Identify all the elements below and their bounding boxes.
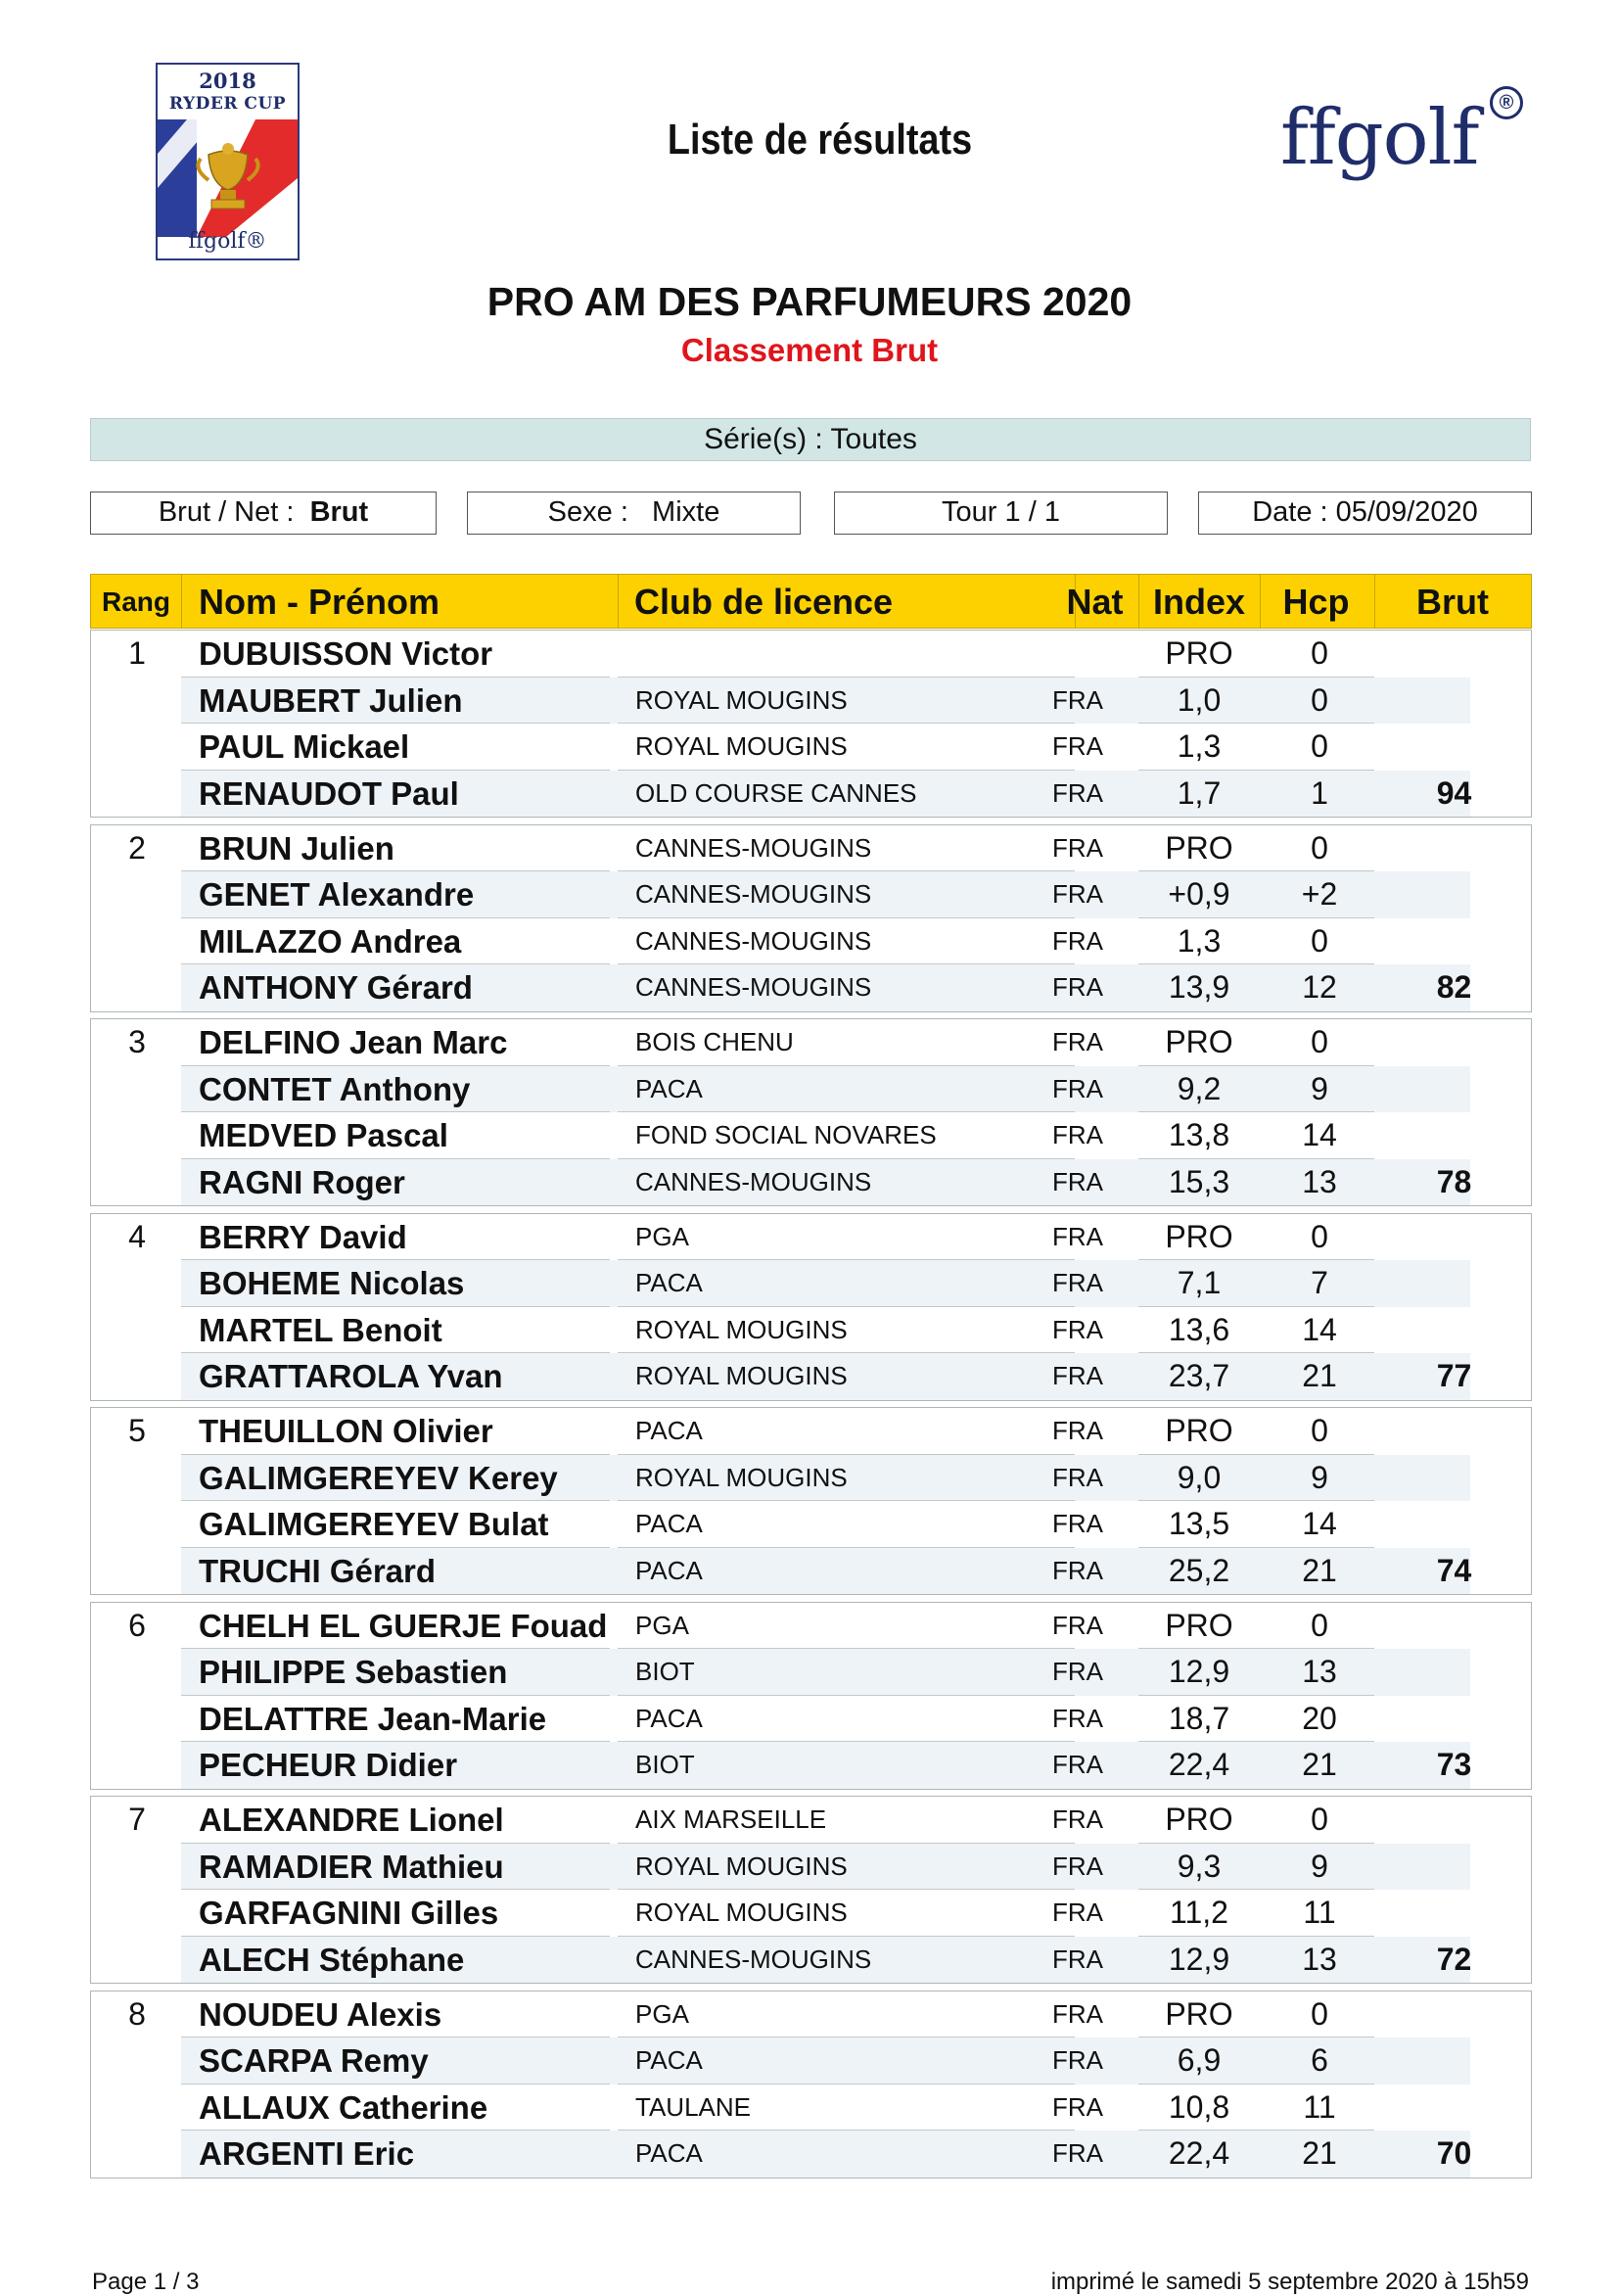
- hcp-cell: 0: [1311, 728, 1328, 764]
- index-cell: +0,9: [1168, 876, 1230, 912]
- index-cell: PRO: [1165, 1024, 1233, 1059]
- club-cell: ROYAL MOUGINS: [635, 1462, 848, 1492]
- index-cell: 9,2: [1177, 1070, 1222, 1106]
- brut-cell: 72: [1436, 1941, 1472, 1977]
- rank-cell: 6: [128, 1607, 146, 1643]
- club-cell: FOND SOCIAL NOVARES: [635, 1120, 937, 1149]
- table-row: [91, 2038, 1531, 2085]
- club-cell: TAULANE: [635, 2091, 751, 2122]
- col-index: Index: [1152, 582, 1246, 622]
- index-cell: 6,9: [1177, 2042, 1222, 2078]
- team-block: [90, 1213, 1532, 1401]
- table-row: [91, 825, 1531, 872]
- nat-cell: FRA: [1052, 1610, 1103, 1640]
- hcp-cell: 21: [1302, 1358, 1337, 1393]
- index-cell: 1,3: [1177, 922, 1222, 959]
- nat-cell: FRA: [1052, 1804, 1103, 1834]
- table-row: [91, 1742, 1531, 1789]
- player-name: SCARPA Remy: [199, 2042, 429, 2079]
- index-cell: 25,2: [1168, 1552, 1230, 1588]
- table-row: [91, 1501, 1531, 1548]
- nat-cell: FRA: [1052, 2091, 1103, 2122]
- club-cell: CANNES-MOUGINS: [635, 832, 872, 863]
- rank-cell: 8: [128, 1995, 146, 2032]
- table-row: [91, 1937, 1531, 1984]
- club-cell: CANNES-MOUGINS: [635, 925, 872, 956]
- hcp-cell: 21: [1302, 1552, 1337, 1588]
- table-row: [91, 1260, 1531, 1307]
- index-cell: PRO: [1165, 1413, 1233, 1448]
- table-row: [91, 1797, 1531, 1844]
- index-cell: 10,8: [1168, 2088, 1230, 2125]
- table-row: [91, 1603, 1531, 1650]
- hcp-cell: 0: [1311, 1802, 1328, 1837]
- player-name: DELFINO Jean Marc: [199, 1024, 508, 1060]
- table-row: [91, 631, 1531, 678]
- table-row: [91, 1890, 1531, 1937]
- club-cell: CANNES-MOUGINS: [635, 879, 872, 909]
- club-cell: PACA: [635, 2045, 703, 2075]
- index-cell: 22,4: [1168, 2135, 1230, 2171]
- table-row: [91, 1307, 1531, 1354]
- hcp-cell: 11: [1303, 2088, 1336, 2125]
- nat-cell: FRA: [1052, 1268, 1103, 1297]
- club-cell: PACA: [635, 1268, 703, 1297]
- hcp-cell: 14: [1302, 1117, 1337, 1152]
- hcp-cell: 21: [1302, 1747, 1337, 1782]
- hcp-cell: 13: [1302, 1654, 1337, 1689]
- printed-date: imprimé le samedi 5 septembre 2020 à 15h59: [1050, 2269, 1529, 2295]
- logo-year: 2018: [199, 69, 256, 93]
- hcp-cell: 6: [1311, 2042, 1328, 2078]
- nat-cell: FRA: [1052, 1898, 1103, 1927]
- nat-cell: FRA: [1052, 1120, 1103, 1149]
- nat-cell: FRA: [1052, 1509, 1103, 1538]
- brut-cell: 94: [1436, 774, 1472, 811]
- player-name: MARTEL Benoit: [199, 1311, 442, 1348]
- brut-cell: 70: [1436, 2135, 1472, 2171]
- club-cell: AIX MARSEILLE: [635, 1804, 827, 1834]
- table-row: [91, 918, 1531, 965]
- club-cell: PGA: [635, 1610, 689, 1640]
- player-name: ALECH Stéphane: [199, 1941, 465, 1978]
- table-header: [90, 574, 1532, 629]
- club-cell: CANNES-MOUGINS: [635, 972, 872, 1002]
- nat-cell: FRA: [1052, 925, 1103, 956]
- index-cell: 7,1: [1177, 1265, 1222, 1300]
- rank-cell: 3: [128, 1024, 146, 1059]
- club-cell: CANNES-MOUGINS: [635, 1944, 872, 1974]
- player-name: CHELH EL GUERJE Fouad: [199, 1607, 608, 1644]
- nat-cell: FRA: [1052, 2138, 1103, 2168]
- hcp-cell: 9: [1311, 1459, 1328, 1495]
- team-block: [90, 1018, 1532, 1206]
- brut-cell: 77: [1436, 1358, 1472, 1393]
- table-row: [91, 1455, 1531, 1502]
- index-cell: 22,4: [1168, 1747, 1230, 1782]
- player-name: GENET Alexandre: [199, 876, 475, 913]
- player-name: ALEXANDRE Lionel: [199, 1802, 504, 1838]
- nat-cell: FRA: [1052, 972, 1103, 1002]
- ryder-cup-logo: [156, 63, 300, 260]
- table-row: [91, 1159, 1531, 1206]
- brut-cell: 73: [1436, 1747, 1472, 1782]
- index-cell: 15,3: [1168, 1163, 1230, 1199]
- brut-cell: 78: [1436, 1163, 1472, 1199]
- index-cell: PRO: [1165, 1218, 1233, 1254]
- player-name: ALLAUX Catherine: [199, 2088, 488, 2126]
- nat-cell: FRA: [1052, 1361, 1103, 1390]
- player-name: TRUCHI Gérard: [199, 1552, 437, 1589]
- player-name: RAGNI Roger: [199, 1163, 405, 1200]
- club-cell: ROYAL MOUGINS: [635, 1361, 848, 1390]
- nat-cell: FRA: [1052, 1027, 1103, 1056]
- player-name: DUBUISSON Victor: [199, 635, 493, 672]
- hcp-cell: 9: [1311, 1848, 1328, 1884]
- team-block: [90, 1602, 1532, 1790]
- club-cell: ROYAL MOUGINS: [635, 1851, 848, 1881]
- club-cell: OLD COURSE CANNES: [635, 777, 917, 808]
- rank-cell: 7: [128, 1802, 146, 1837]
- series-bar: Série(s) : Toutes: [90, 418, 1531, 461]
- nat-cell: FRA: [1052, 1416, 1103, 1445]
- club-cell: PACA: [635, 1416, 703, 1445]
- table-row: [91, 1066, 1531, 1113]
- nat-cell: FRA: [1052, 684, 1103, 715]
- hcp-cell: 0: [1311, 681, 1328, 718]
- nat-cell: FRA: [1052, 1314, 1103, 1344]
- player-name: GALIMGEREYEV Bulat: [199, 1506, 549, 1542]
- player-name: PECHEUR Didier: [199, 1747, 458, 1783]
- player-name: PAUL Mickael: [199, 728, 410, 765]
- index-cell: 9,0: [1177, 1459, 1222, 1495]
- nat-cell: FRA: [1052, 2045, 1103, 2075]
- nat-cell: FRA: [1052, 1166, 1103, 1196]
- col-nat: Nat: [1066, 582, 1124, 622]
- table-row: [91, 724, 1531, 771]
- player-name: RAMADIER Mathieu: [199, 1848, 504, 1885]
- table-row: [91, 678, 1531, 725]
- player-name: CONTET Anthony: [199, 1070, 471, 1107]
- nat-cell: FRA: [1052, 1073, 1103, 1103]
- filter-sexe-value: Mixte: [652, 496, 720, 528]
- index-cell: 23,7: [1168, 1358, 1230, 1393]
- player-name: GALIMGEREYEV Kerey: [199, 1459, 558, 1496]
- hcp-cell: 14: [1302, 1311, 1337, 1347]
- club-cell: ROYAL MOUGINS: [635, 684, 848, 715]
- col-hcp: Hcp: [1282, 582, 1350, 622]
- hcp-cell: 0: [1311, 1995, 1328, 2032]
- document-title: Liste de résultats: [667, 116, 973, 164]
- ffgolf-logo: ffgolf: [1280, 94, 1479, 182]
- hcp-cell: 7: [1311, 1265, 1328, 1300]
- brut-cell: 74: [1436, 1552, 1472, 1588]
- table-row: [91, 1844, 1531, 1891]
- team-block: [90, 824, 1532, 1012]
- hcp-cell: 20: [1302, 1700, 1337, 1736]
- hcp-cell: 13: [1302, 1941, 1337, 1977]
- rank-cell: 2: [128, 829, 146, 866]
- player-name: MILAZZO Andrea: [199, 922, 462, 960]
- logo-name: RYDER CUP: [168, 94, 287, 114]
- club-cell: PACA: [635, 1703, 703, 1733]
- player-name: GRATTAROLA Yvan: [199, 1358, 503, 1394]
- player-name: THEUILLON Olivier: [199, 1413, 493, 1449]
- index-cell: 1,3: [1177, 728, 1222, 764]
- club-cell: BIOT: [635, 1657, 695, 1686]
- player-name: RENAUDOT Paul: [199, 774, 459, 812]
- table-row: [91, 871, 1531, 918]
- nat-cell: FRA: [1052, 1944, 1103, 1974]
- club-cell: CANNES-MOUGINS: [635, 1166, 872, 1196]
- filter-sexe: [467, 492, 801, 535]
- table-row: [91, 1112, 1531, 1159]
- player-name: DELATTRE Jean-Marie: [199, 1700, 547, 1737]
- club-cell: ROYAL MOUGINS: [635, 731, 848, 761]
- player-name: PHILIPPE Sebastien: [199, 1654, 508, 1690]
- hcp-cell: +2: [1301, 876, 1338, 912]
- rank-cell: 4: [128, 1218, 146, 1254]
- club-cell: PACA: [635, 1073, 703, 1103]
- team-block: [90, 1407, 1532, 1595]
- hcp-cell: 0: [1311, 635, 1328, 671]
- nat-cell: FRA: [1052, 1750, 1103, 1779]
- index-cell: 11,2: [1170, 1895, 1228, 1930]
- table-row: [91, 964, 1531, 1011]
- hcp-cell: 14: [1302, 1506, 1337, 1541]
- club-cell: PACA: [635, 1509, 703, 1538]
- hcp-cell: 0: [1311, 1413, 1328, 1448]
- nat-cell: FRA: [1052, 1703, 1103, 1733]
- player-name: MEDVED Pascal: [199, 1117, 448, 1153]
- event-title: PRO AM DES PARFUMEURS 2020: [486, 279, 1133, 324]
- registered-icon: ®: [1490, 86, 1523, 119]
- table-row: [91, 1649, 1531, 1696]
- logo-brand: ffgolf®: [188, 229, 267, 254]
- nat-cell: FRA: [1052, 879, 1103, 909]
- col-nom: Nom - Prénom: [199, 582, 440, 622]
- index-cell: PRO: [1165, 1607, 1233, 1643]
- table-row: [91, 771, 1531, 818]
- rank-cell: 1: [128, 635, 146, 671]
- brut-cell: 82: [1436, 969, 1472, 1005]
- index-cell: 12,9: [1168, 1941, 1230, 1977]
- filter-brut-net-value: Brut: [309, 496, 369, 528]
- player-name: BRUN Julien: [199, 829, 394, 867]
- player-name: ANTHONY Gérard: [199, 969, 473, 1006]
- col-club: Club de licence: [634, 582, 894, 622]
- player-name: MAUBERT Julien: [199, 681, 463, 719]
- club-cell: BIOT: [635, 1750, 695, 1779]
- index-cell: 9,3: [1177, 1848, 1222, 1884]
- table-row: [91, 1696, 1531, 1743]
- table-row: [91, 1408, 1531, 1455]
- index-cell: 1,7: [1177, 774, 1222, 811]
- hcp-cell: 0: [1311, 1218, 1328, 1254]
- club-cell: PACA: [635, 1555, 703, 1585]
- club-cell: PACA: [635, 2138, 703, 2168]
- player-name: GARFAGNINI Gilles: [199, 1895, 499, 1931]
- hcp-cell: 0: [1311, 1607, 1328, 1643]
- nat-cell: FRA: [1052, 731, 1103, 761]
- nat-cell: FRA: [1052, 832, 1103, 863]
- nat-cell: FRA: [1052, 1221, 1103, 1251]
- team-block: [90, 630, 1532, 818]
- nat-cell: FRA: [1052, 1462, 1103, 1492]
- index-cell: 13,9: [1168, 969, 1230, 1005]
- club-cell: BOIS CHENU: [635, 1027, 794, 1056]
- table-row: [91, 2085, 1531, 2132]
- hcp-cell: 13: [1302, 1163, 1337, 1199]
- player-name: NOUDEU Alexis: [199, 1995, 442, 2033]
- table-row: [91, 1214, 1531, 1261]
- table-row: [91, 1548, 1531, 1595]
- filter-date: Date : 05/09/2020: [1198, 492, 1532, 535]
- index-cell: 13,8: [1168, 1117, 1230, 1152]
- index-cell: PRO: [1165, 635, 1233, 671]
- nat-cell: FRA: [1052, 1851, 1103, 1881]
- filter-tour: Tour 1 / 1: [834, 492, 1168, 535]
- rank-cell: 5: [128, 1413, 146, 1448]
- trophy-flag-icon: [158, 119, 298, 237]
- col-rang: Rang: [102, 586, 170, 617]
- index-cell: 13,5: [1168, 1506, 1230, 1541]
- index-cell: 18,7: [1168, 1700, 1230, 1736]
- table-row: [91, 1353, 1531, 1400]
- club-cell: ROYAL MOUGINS: [635, 1314, 848, 1344]
- table-row: [91, 1019, 1531, 1066]
- index-cell: 1,0: [1177, 681, 1222, 718]
- player-name: BERRY David: [199, 1218, 407, 1255]
- table-row: [91, 1991, 1531, 2038]
- filter-brut-net: [90, 492, 437, 535]
- club-cell: PGA: [635, 1998, 689, 2029]
- nat-cell: FRA: [1052, 777, 1103, 808]
- club-cell: PGA: [635, 1221, 689, 1251]
- hcp-cell: 0: [1311, 922, 1328, 959]
- club-cell: ROYAL MOUGINS: [635, 1898, 848, 1927]
- index-cell: 12,9: [1168, 1654, 1230, 1689]
- index-cell: PRO: [1165, 829, 1233, 866]
- nat-cell: FRA: [1052, 1657, 1103, 1686]
- hcp-cell: 21: [1302, 2135, 1337, 2171]
- ranking-type: Classement Brut: [680, 332, 939, 368]
- index-cell: PRO: [1165, 1802, 1233, 1837]
- hcp-cell: 11: [1303, 1895, 1336, 1930]
- table-row: [91, 2131, 1531, 2178]
- filter-brut-net-label: Brut / Net :: [158, 496, 295, 528]
- team-block: [90, 1991, 1532, 2179]
- player-name: BOHEME Nicolas: [199, 1265, 465, 1301]
- nat-cell: FRA: [1052, 1555, 1103, 1585]
- hcp-cell: 0: [1311, 1024, 1328, 1059]
- page-number: Page 1 / 3: [92, 2269, 200, 2295]
- col-brut: Brut: [1416, 582, 1489, 622]
- team-block: [90, 1796, 1532, 1984]
- hcp-cell: 1: [1311, 774, 1328, 811]
- filter-sexe-label: Sexe :: [547, 496, 628, 528]
- hcp-cell: 12: [1302, 969, 1337, 1005]
- hcp-cell: 9: [1311, 1070, 1328, 1106]
- player-name: ARGENTI Eric: [199, 2135, 415, 2172]
- index-cell: PRO: [1165, 1995, 1233, 2032]
- index-cell: 13,6: [1168, 1311, 1230, 1347]
- nat-cell: FRA: [1052, 1998, 1103, 2029]
- hcp-cell: 0: [1311, 829, 1328, 866]
